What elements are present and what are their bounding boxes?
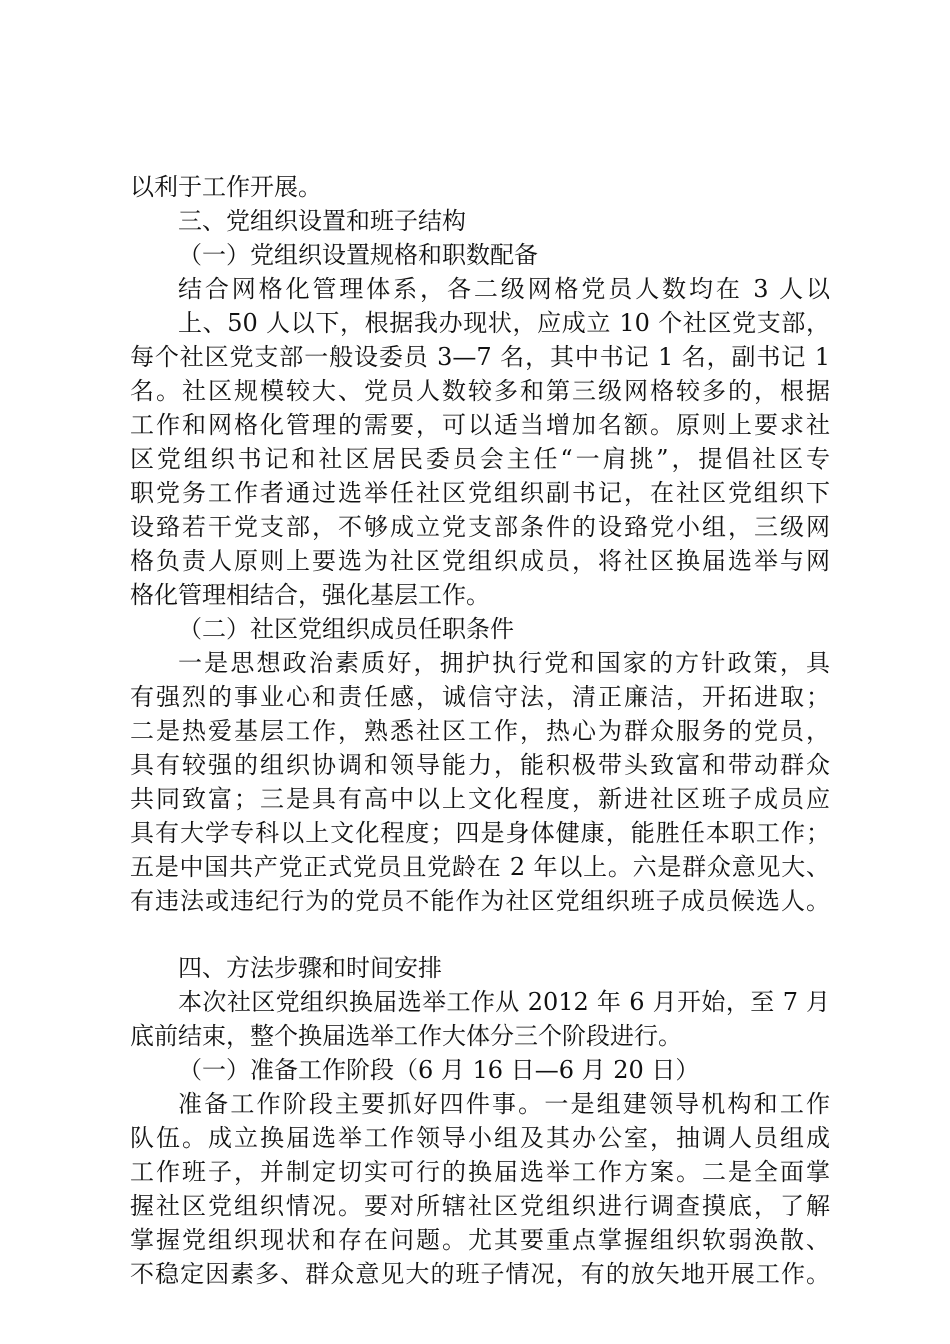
paragraph-line: 五是中国共产党正式党员且党龄在 2 年以上。六是群众意见大、 bbox=[130, 853, 830, 881]
paragraph-line: 设臵若干党支部，不够成立党支部条件的设臵党小组，三级网 bbox=[130, 513, 830, 541]
subsection-heading: （一）准备工作阶段（6 月 16 日—6 月 20 日） bbox=[178, 1056, 700, 1084]
paragraph-line: 不稳定因素多、群众意见大的班子情况，有的放矢地开展工作。 bbox=[130, 1260, 830, 1288]
paragraph-line: 名。社区规模较大、党员人数较多和第三级网格较多的，根据 bbox=[130, 377, 830, 405]
paragraph-line: 以利于工作开展。 bbox=[130, 173, 322, 201]
paragraph-line: 上、50 人以下，根据我办现状，应成立 10 个社区党支部， bbox=[178, 309, 830, 337]
paragraph-line: 有强烈的事业心和责任感，诚信守法，清正廉洁，开拓进取； bbox=[130, 683, 830, 711]
paragraph-line: 格化管理相结合，强化基层工作。 bbox=[130, 581, 490, 609]
paragraph-line: 底前结束，整个换届选举工作大体分三个阶段进行。 bbox=[130, 1022, 682, 1050]
paragraph-line: 区党组织书记和社区居民委员会主任“一肩挑”，提倡社区专 bbox=[130, 445, 830, 473]
subsection-heading: （一）党组织设置规格和职数配备 bbox=[178, 241, 538, 269]
paragraph-line: 准备工作阶段主要抓好四件事。一是组建领导机构和工作 bbox=[178, 1090, 830, 1118]
paragraph-line: 具有较强的组织协调和领导能力，能积极带头致富和带动群众 bbox=[130, 751, 830, 779]
paragraph-line: 本次社区党组织换届选举工作从 2012 年 6 月开始，至 7 月 bbox=[178, 988, 830, 1016]
subsection-heading: （二）社区党组织成员任职条件 bbox=[178, 615, 514, 643]
paragraph-line: 握社区党组织情况。要对所辖社区党组织进行调查摸底，了解 bbox=[130, 1192, 830, 1220]
paragraph-line: 掌握党组织现状和存在问题。尤其要重点掌握组织软弱涣散、 bbox=[130, 1226, 830, 1254]
paragraph-line: 每个社区党支部一般设委员 3—7 名，其中书记 1 名，副书记 1 bbox=[130, 343, 830, 371]
paragraph-line: 具有大学专科以上文化程度；四是身体健康，能胜任本职工作； bbox=[130, 819, 830, 847]
paragraph-line: 有违法或违纪行为的党员不能作为社区党组织班子成员候选人。 bbox=[130, 887, 830, 915]
paragraph-line: 共同致富；三是具有高中以上文化程度，新进社区班子成员应 bbox=[130, 785, 830, 813]
paragraph-line: 一是思想政治素质好，拥护执行党和国家的方针政策，具 bbox=[178, 649, 830, 677]
paragraph-line: 格负责人原则上要选为社区党组织成员，将社区换届选举与网 bbox=[130, 547, 830, 575]
paragraph-line: 结合网格化管理体系，各二级网格党员人数均在 3 人以 bbox=[178, 275, 830, 303]
paragraph-line: 队伍。成立换届选举工作领导小组及其办公室，抽调人员组成 bbox=[130, 1124, 830, 1152]
section-heading: 三、党组织设置和班子结构 bbox=[178, 207, 466, 235]
section-heading: 四、方法步骤和时间安排 bbox=[178, 954, 442, 982]
paragraph-line: 职党务工作者通过选举任社区党组织副书记，在社区党组织下 bbox=[130, 479, 830, 507]
paragraph-line: 工作班子，并制定切实可行的换届选举工作方案。二是全面掌 bbox=[130, 1158, 830, 1186]
paragraph-line: 二是热爱基层工作，熟悉社区工作，热心为群众服务的党员， bbox=[130, 717, 830, 745]
paragraph-line: 工作和网格化管理的需要，可以适当增加名额。原则上要求社 bbox=[130, 411, 830, 439]
